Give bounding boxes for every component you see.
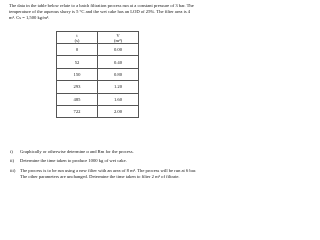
time-symbol: t — [76, 32, 78, 38]
time-cell: 0 — [57, 44, 98, 56]
volume-cell: 1.60 — [98, 93, 139, 105]
table-row — [57, 68, 139, 80]
volume-cell: 0.40 — [98, 56, 139, 68]
table-row — [57, 44, 139, 56]
time-cell: 722 — [57, 105, 98, 117]
question-number: ii) — [10, 158, 15, 163]
table-row — [57, 81, 139, 93]
question-number: i) — [10, 149, 13, 154]
volume-cell: 1.20 — [98, 81, 139, 93]
volume-cell: 2.00 — [98, 105, 139, 117]
question-number: iii) — [10, 168, 16, 173]
time-unit: (s) — [74, 37, 80, 43]
volume-unit: (m³) — [113, 37, 122, 43]
filtration-data-table — [56, 31, 139, 118]
table-row — [57, 56, 139, 68]
question-text: The process is to be run using a new filter with an area of 8 m². The process will be run at 6 bar. The other parameters are unchanged. Determine the time taken to filter 2 m³ of filtrate. — [20, 168, 197, 179]
volume-column-header — [98, 32, 139, 44]
question-2 — [10, 158, 197, 164]
question-1 — [10, 149, 197, 155]
time-cell: 293 — [57, 81, 98, 93]
problem-statement: The data in the table below relate to a batch filtration process run at a constant pressure of 3 bar. The temperature of the aqueous slurry is 5 °C and the wet cake has an LOD of 25%. The filter area is 4 m². Cs = 1,500 kg/m³. — [9, 3, 194, 20]
time-cell: 150 — [57, 68, 98, 80]
time-cell: 52 — [57, 56, 98, 68]
question-3 — [10, 168, 197, 180]
table-header-row — [57, 32, 139, 44]
filtration-data-table-wrapper — [56, 31, 139, 118]
table-row — [57, 93, 139, 105]
time-cell: 485 — [57, 93, 98, 105]
table-row — [57, 105, 139, 117]
volume-cell: 0.00 — [98, 44, 139, 56]
question-text: Graphically or otherwise determine α and Rm for the process. — [20, 149, 134, 154]
volume-symbol: V — [116, 32, 120, 38]
question-text: Determine the time taken to produce 1000 kg of wet cake. — [20, 158, 127, 163]
volume-cell: 0.80 — [98, 68, 139, 80]
time-column-header — [57, 32, 98, 44]
